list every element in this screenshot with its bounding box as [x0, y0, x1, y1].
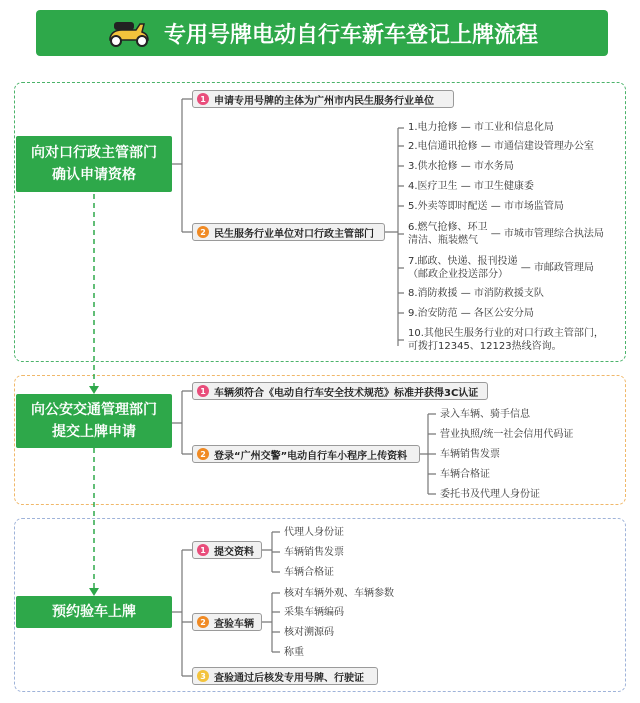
dept-item: 8.消防救援 — 市消防救援支队 — [408, 288, 544, 299]
dept-item: 7.邮政、快递、报刊投递 （邮政企业投送部分） — 市邮政管理局 — [408, 256, 594, 280]
step1-title-line1: 向对口行政主管部门 — [31, 145, 157, 161]
dept-item: 2.电信通讯抢修 — 市通信建设管理办公室 — [408, 141, 594, 152]
step2-branch-2-num: 2 — [197, 448, 209, 460]
step1-branch-2-num: 2 — [197, 226, 209, 238]
material-item: 营业执照/统一社会信用代码证 — [440, 429, 574, 440]
inspect-item: 称重 — [284, 647, 304, 658]
step2-branch-1-text: 车辆须符合《电动自行车安全技术规范》标准并获得3C认证 — [214, 387, 479, 399]
step2-branch-1 — [192, 382, 488, 400]
dept-item: 4.医疗卫生 — 市卫生健康委 — [408, 181, 534, 192]
step3-branch-3-text: 查验通过后核发专用号牌、行驶证 — [214, 672, 364, 684]
material-item: 录入车辆、骑手信息 — [440, 409, 530, 420]
step3-branch-3-num: 3 — [197, 670, 209, 682]
material-item: 委托书及代理人身份证 — [440, 489, 540, 500]
dept-item: 9.治安防范 — 各区公安分局 — [408, 308, 534, 319]
step1-branch-2-text: 民生服务行业单位对口行政主管部门 — [214, 228, 374, 240]
step2-branch-2 — [192, 445, 420, 463]
material-item: 车辆销售发票 — [440, 449, 500, 460]
dept-item: 10.其他民生服务行业的对口行政主管部门， 可拨打12345、12123热线咨询。 — [408, 328, 604, 352]
step3-branch-2-text: 查验车辆 — [214, 618, 254, 630]
step2-branch-2-text: 登录“广州交警”电动自行车小程序上传资料 — [214, 450, 408, 462]
step2-title-line2: 提交上牌申请 — [52, 424, 136, 440]
submit-item: 车辆合格证 — [284, 567, 334, 578]
inspect-item: 采集车辆编码 — [284, 607, 344, 618]
step3-branch-3 — [192, 667, 378, 685]
page-title: 专用号牌电动自行车新车登记上牌流程 — [163, 22, 538, 48]
dept-item: 1.电力抢修 — 市工业和信息化局 — [408, 122, 554, 133]
dept-item: 3.供水抢修 — 市水务局 — [408, 161, 514, 172]
dept-item: 6.燃气抢修、环卫 清洁、瓶装燃气 — 市城市管理综合执法局 — [408, 222, 604, 246]
step1-branch-2 — [192, 223, 385, 241]
step2-main-box — [16, 394, 172, 448]
submit-item: 车辆销售发票 — [284, 547, 344, 558]
step3-branch-1-num: 1 — [197, 544, 209, 556]
inspect-item: 核对溯源码 — [284, 627, 334, 638]
step3-branch-1 — [192, 541, 262, 559]
step1-main-box — [16, 136, 172, 192]
step1-title-line2: 确认申请资格 — [52, 167, 136, 183]
step1-branch-1-num: 1 — [197, 93, 209, 105]
step2-branch-1-num: 1 — [197, 385, 209, 397]
step2-title-line1: 向公安交通管理部门 — [31, 402, 157, 418]
step3-main-box — [16, 596, 172, 628]
step1-branch-1-text: 申请专用号牌的主体为广州市内民生服务行业单位 — [214, 95, 434, 107]
material-item: 车辆合格证 — [440, 469, 490, 480]
submit-item: 代理人身份证 — [284, 527, 344, 538]
step3-branch-2 — [192, 613, 262, 631]
inspect-item: 核对车辆外观、车辆参数 — [284, 588, 394, 599]
step3-title: 预约验车上牌 — [52, 604, 136, 620]
dept-item: 5.外卖等即时配送 — 市市场监管局 — [408, 201, 564, 212]
step3-branch-1-text: 提交资料 — [214, 546, 254, 558]
step1-branch-1 — [192, 90, 454, 108]
step3-branch-2-num: 2 — [197, 616, 209, 628]
